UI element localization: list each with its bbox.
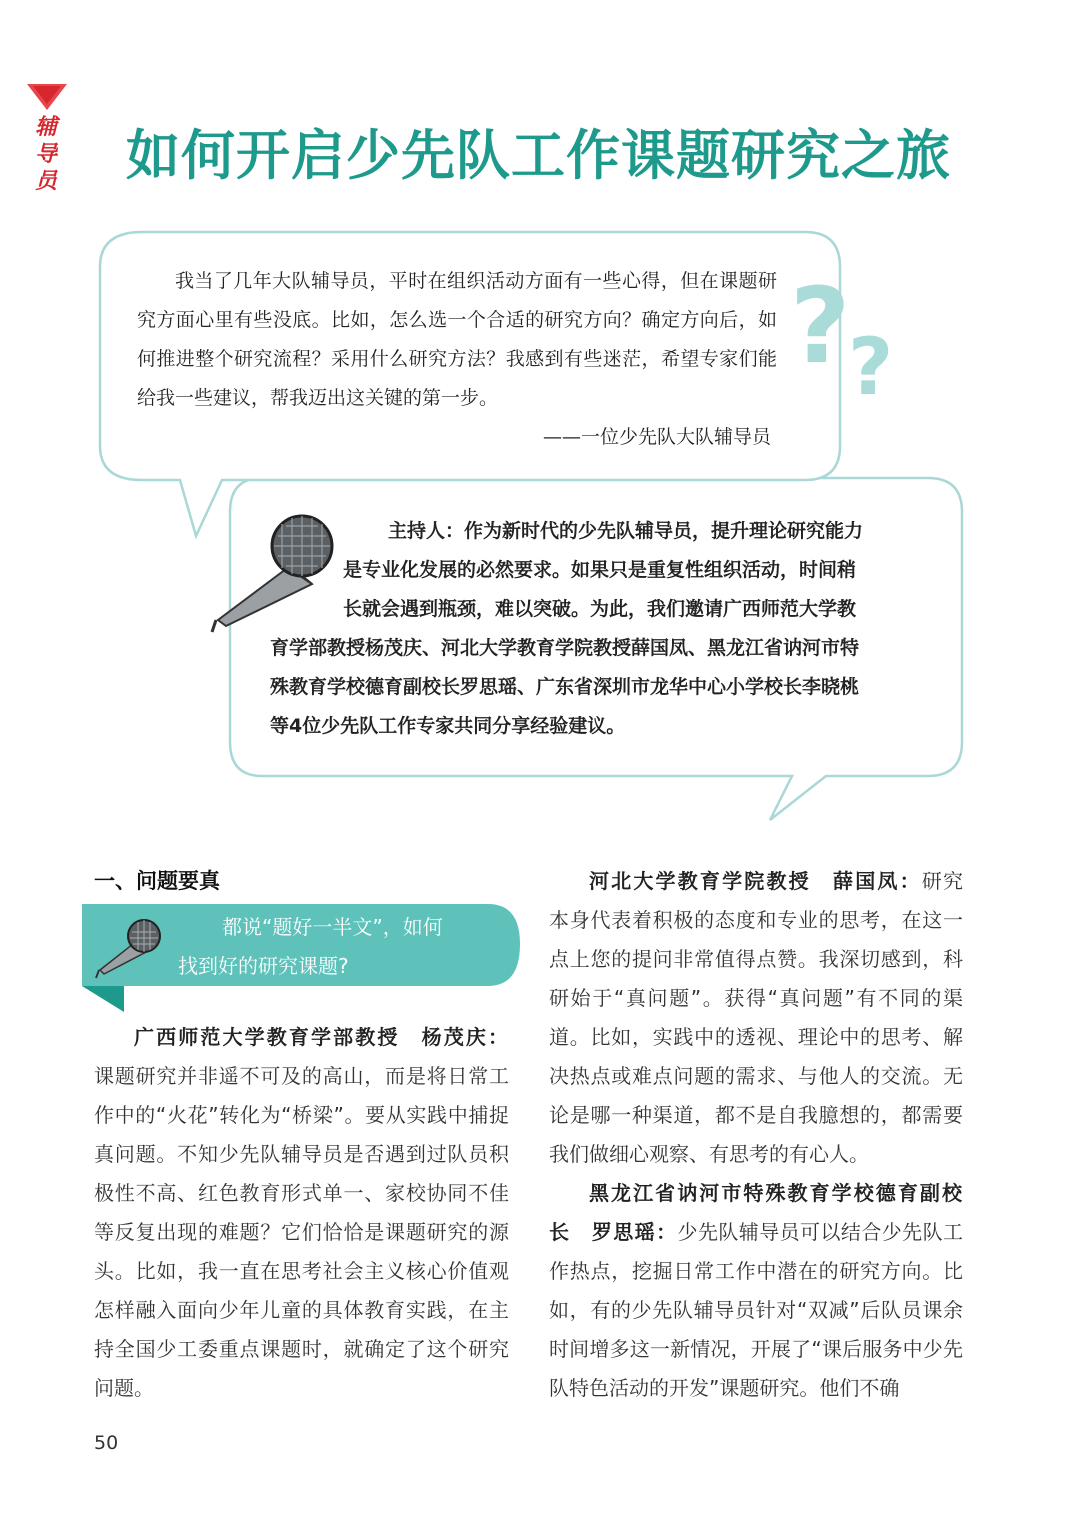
- host-line: 等4位少先队工作专家共同分享经验建议。: [270, 715, 626, 737]
- section-label: 辅导员: [34, 114, 57, 194]
- question-signature: ——一位少先队大队辅导员: [542, 426, 771, 448]
- section-heading: 一、问题要真: [94, 869, 220, 893]
- speaker-name: 黑龙江省讷河市特殊教育学校德育副校长 罗思瑶：: [549, 1181, 963, 1244]
- question-banner-text: [178, 908, 508, 986]
- paragraph-text: 课题研究并非遥不可及的高山，而是将日常工作中的“火花”转化为“桥梁”。要从实践中捕捉真问题。不知少先队辅导员是否遇到过队员积极性不高、红色教育形式单一、家校协同不佳等反复出现的难题？它们恰恰是课题研究的源头。比如，我一直在思考社会主义核心价值观怎样融入面向少年儿童的具体教育实践，在主持全国少工委重点课题时，就确定了这个研究问题。: [94, 1064, 509, 1400]
- paragraph-text: 研究本身代表着积极的态度和专业的思考，在这一点上您的提问非常值得点赞。我深切感到，科研始于“真问题”。获得“真问题”有不同的渠道。比如，实践中的透视、理论中的思考、解决热点或难点问题的需求、与他人的交流。无论是哪一种渠道，都不是自我臆想的，都需要我们做细心观察、有思考的有心人。: [549, 869, 963, 1166]
- banner-line: 都说“题好一半文”，如何: [222, 915, 443, 939]
- question-body: 我当了几年大队辅导员，平时在组织活动方面有一些心得，但在课题研究方面心里有些没底。比如，怎么选一个合适的研究方向？确定方向后，如何推进整个研究流程？采用什么研究方法？我感到有些迷茫，希望专家们能给我一些建议，帮我迈出这关键的第一步。: [137, 270, 777, 409]
- left-column: [94, 1018, 509, 1408]
- speaker-name: 河北大学教育学院教授 薛国凤：: [589, 869, 922, 893]
- host-line: 殊教育学校德育副校长罗思瑶、广东省深圳市龙华中心小学校长李晓桃: [270, 676, 860, 698]
- banner-line: 找到好的研究课题?: [178, 954, 349, 978]
- question-mark-small-icon: ?: [848, 323, 894, 413]
- host-text: [270, 512, 925, 746]
- right-column: [549, 862, 963, 1408]
- host-line: 是专业化发展的必然要求。如果只是重复性组织活动，时间稍: [343, 559, 857, 581]
- host-line: 主持人：作为新时代的少先队辅导员，提升理论研究能力: [388, 520, 864, 542]
- question-mark-icon: ?: [790, 265, 851, 387]
- host-line: 长就会遇到瓶颈，难以突破。为此，我们邀请广西师范大学教: [343, 598, 857, 620]
- page-number: 50: [94, 1432, 119, 1454]
- paragraph-text: 少先队辅导员可以结合少先队工作热点，挖掘日常工作中潜在的研究方向。比如，有的少先队辅导员针对“双减”后队员课余时间增多这一新情况，开展了“课后服务中少先队特色活动的开发”课题研究。他们不确: [549, 1220, 964, 1400]
- host-line: 育学部教授杨茂庆、河北大学教育学院教授薛国凤、黑龙江省讷河市特: [270, 637, 860, 659]
- speaker-name: 广西师范大学教育学部教授 杨茂庆：: [134, 1025, 509, 1049]
- page-title: 如何开启少先队工作课题研究之旅: [126, 124, 951, 187]
